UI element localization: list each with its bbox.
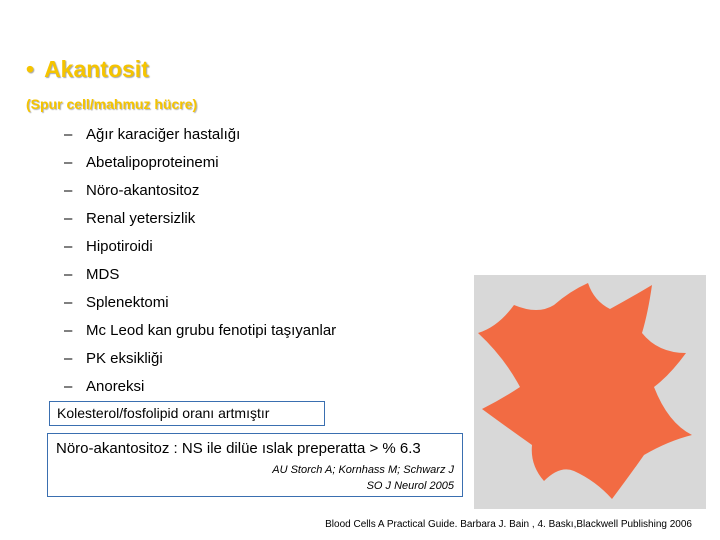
dash: – [64, 126, 73, 143]
title-bullet: • [26, 56, 35, 82]
acanthocyte-illustration [474, 275, 706, 509]
list-item [64, 261, 336, 289]
list-item-text: Nöro-akantositoz [86, 182, 200, 199]
dash: – [64, 322, 73, 339]
list-item-text: Renal yetersizlik [86, 210, 196, 227]
dash: – [64, 266, 73, 283]
dash: – [64, 210, 73, 227]
cholesterol-note: Kolesterol/fosfolipid oranı artmıştır [49, 401, 325, 426]
book-reference: Blood Cells A Practical Guide. Barbara J. Bain , 4. Baskı,Blackwell Publishing 2006 [325, 519, 692, 530]
list-item-text: Anoreksi [86, 378, 145, 395]
citation-journal: SO J Neurol 2005 [366, 480, 454, 492]
list-item-text: Abetalipoproteinemi [86, 154, 219, 171]
acanthocyte-cell-shape [478, 283, 692, 499]
dash: – [64, 238, 73, 255]
dash: – [64, 154, 73, 171]
list-item-text: MDS [86, 266, 120, 283]
slide-subtitle: (Spur cell/mahmuz hücre) [26, 96, 198, 112]
acanthocyte-cell-svg [474, 275, 706, 509]
list-item [64, 205, 336, 233]
list-item-text: Hipotiroidi [86, 238, 153, 255]
list-item [64, 317, 336, 345]
list-item [64, 149, 336, 177]
title-text: Akantosit [44, 56, 149, 82]
dash: – [64, 350, 73, 367]
list-item [64, 233, 336, 261]
list-item-text: Ağır karaciğer hastalığı [86, 126, 241, 143]
list-item [64, 289, 336, 317]
dash: – [64, 182, 73, 199]
citation-authors: AU Storch A; Kornhass M; Schwarz J [272, 464, 454, 476]
list-item [64, 373, 336, 401]
cause-list [64, 121, 336, 401]
neuroacanthocytosis-text: Nöro-akantositoz : NS ile dilüe ıslak preperatta > % 6.3 [56, 440, 421, 457]
slide-title [26, 56, 149, 83]
list-item [64, 121, 336, 149]
list-item [64, 177, 336, 205]
dash: – [64, 294, 73, 311]
neuroacanthocytosis-box [47, 433, 463, 497]
list-item-text: Mc Leod kan grubu fenotipi taşıyanlar [86, 322, 337, 339]
list-item-text: PK eksikliği [86, 350, 163, 367]
dash: – [64, 378, 73, 395]
list-item [64, 345, 336, 373]
list-item-text: Splenektomi [86, 294, 169, 311]
